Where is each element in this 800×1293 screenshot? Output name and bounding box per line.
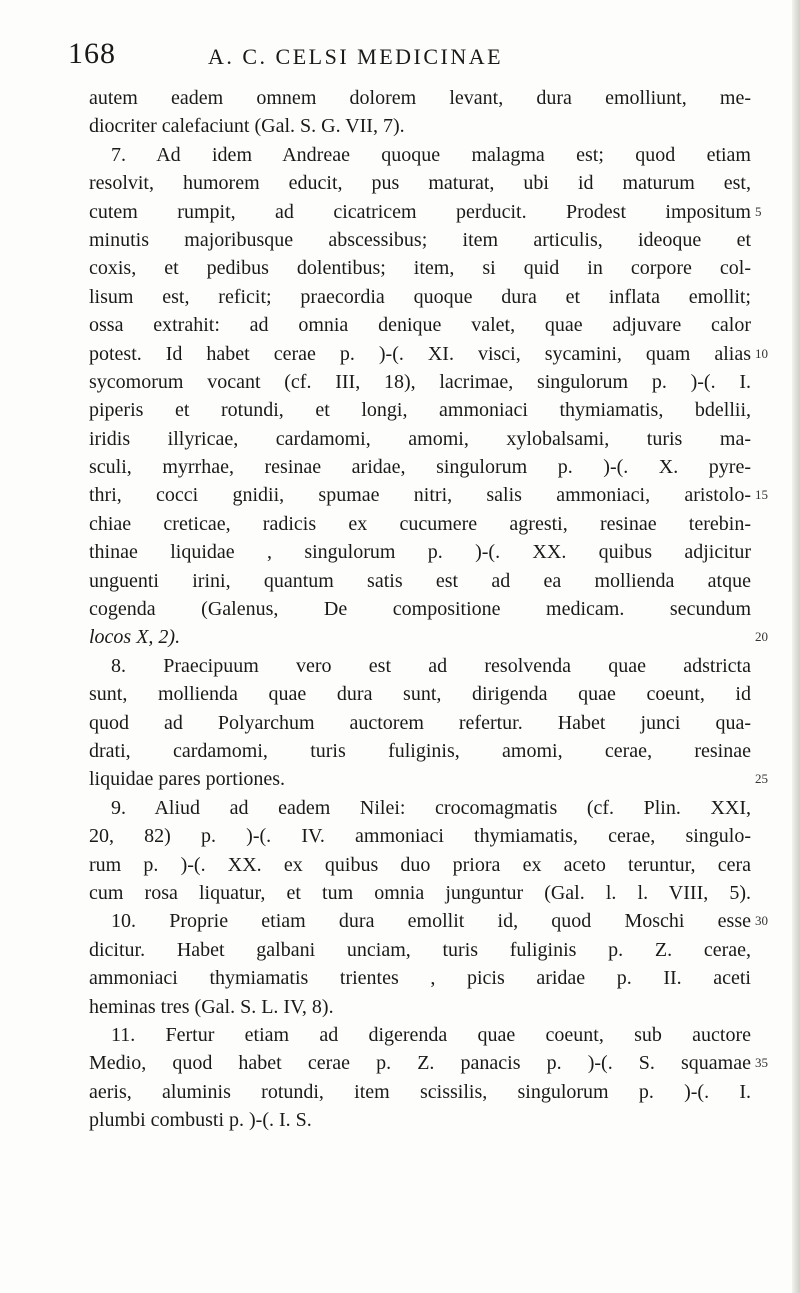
- line-text: sunt, mollienda quae dura sunt, dirigenda quae coeunt, id: [89, 683, 751, 706]
- line-text: cum rosa liquatur, et tum omnia junguntur (Gal. l. l. VIII, 5).: [89, 881, 751, 904]
- text-line: [89, 765, 768, 793]
- line-text: unguenti irini, quantum satis est ad ea mollienda atque: [89, 569, 751, 592]
- line-text: thri, cocci gnidii, spumae nitri, salis ammoniaci, aristolo-: [89, 484, 751, 507]
- text-line: [89, 652, 751, 680]
- line-text: sculi, myrrhae, resinae aridae, singulorum p. )-(. X. pyre-: [89, 456, 751, 479]
- line-text: plumbi combusti p. )-(. I. S.: [89, 1109, 312, 1132]
- line-number: 35: [755, 1055, 768, 1071]
- line-text: Medio, quod habet cerae p. Z. panacis p. )-(. S. squamae: [89, 1052, 751, 1075]
- text-line: [89, 510, 751, 538]
- line-text: heminas tres (Gal. S. L. IV, 8).: [89, 995, 334, 1018]
- text-line: [89, 283, 751, 311]
- line-text: locos X, 2).: [89, 626, 181, 649]
- text-line: [89, 680, 751, 708]
- line-text: liquidae pares portiones.: [89, 768, 286, 791]
- line-text: 11. Fertur etiam ad digerenda quae coeunt, sub auctore: [111, 1023, 751, 1046]
- line-text: autem eadem omnem dolorem levant, dura emolliunt, me-: [89, 87, 751, 109]
- text-line: [89, 851, 751, 879]
- line-text: 20, 82) p. )-(. IV. ammoniaci thymiamatis, cerae, singulo-: [89, 825, 751, 848]
- text-line: [89, 737, 751, 765]
- line-text: potest. Id habet cerae p. )-(. XI. visci, sycamini, quam alias: [89, 342, 751, 365]
- text-line: [89, 340, 768, 368]
- line-text: 7. Ad idem Andreae quoque malagma est; quod etiam: [111, 143, 751, 166]
- line-text: 10. Proprie etiam dura emollit id, quod Moschi esse: [111, 910, 751, 933]
- text-line: [89, 595, 751, 623]
- text-line: [89, 198, 762, 226]
- text-line: [89, 453, 751, 481]
- line-text: piperis et rotundi, et longi, ammoniaci thymiamatis, bdellii,: [89, 399, 751, 422]
- text-line: [89, 396, 751, 424]
- line-text: cutem rumpit, ad cicatricem perducit. Prodest impositum: [89, 200, 751, 223]
- line-text: minutis majoribusque abscessibus; item articulis, ideoque et: [89, 228, 751, 251]
- text-line: [89, 141, 751, 169]
- line-number: 20: [755, 629, 768, 645]
- line-text: rum p. )-(. XX. ex quibus duo priora ex aceto teruntur, cera: [89, 853, 751, 876]
- line-text: drati, cardamomi, turis fuliginis, amomi, cerae, resinae: [89, 739, 751, 762]
- text-line: [89, 112, 751, 140]
- page-number: 168: [68, 37, 116, 70]
- line-text: 8. Praecipuum vero est ad resolvenda quae adstricta: [111, 654, 751, 677]
- line-text: ossa extrahit: ad omnia denique valet, quae adjuvare calor: [89, 314, 751, 337]
- line-text: iridis illyricae, cardamomi, amomi, xylobalsami, turis ma-: [89, 427, 751, 450]
- line-text: diocriter calefaciunt (Gal. S. G. VII, 7).: [89, 115, 405, 138]
- text-line: [89, 822, 751, 850]
- line-text: 9. Aliud ad eadem Nilei: crocomagmatis (cf. Plin. XXI,: [111, 796, 751, 819]
- line-text: lisum est, reficit; praecordia quoque dura et inflata emollit;: [89, 285, 751, 308]
- line-number: 5: [755, 203, 762, 219]
- text-line: [89, 709, 751, 737]
- text-line: [89, 794, 751, 822]
- text-line: [89, 964, 751, 992]
- text-line: [89, 1021, 751, 1049]
- text-line: [89, 481, 768, 509]
- text-line: [89, 879, 751, 907]
- line-number: 10: [755, 345, 768, 361]
- line-text: aeris, aluminis rotundi, item scissilis, singulorum p. )-(. I.: [89, 1080, 751, 1103]
- line-text: resolvit, humorem educit, pus maturat, ubi id maturum est,: [89, 172, 751, 195]
- text-line: [89, 169, 751, 197]
- running-title: A. C. CELSI MEDICINAE: [208, 44, 504, 69]
- line-text: dicitur. Habet galbani unciam, turis fuliginis p. Z. cerae,: [89, 938, 751, 961]
- text-line: [89, 936, 751, 964]
- text-line: [89, 993, 751, 1021]
- text-line: [89, 907, 768, 935]
- text-line: [89, 538, 751, 566]
- text-line: [89, 84, 751, 112]
- line-number: 15: [755, 487, 768, 503]
- text-line: [89, 1049, 768, 1077]
- line-text: thinae liquidae , singulorum p. )-(. XX. quibus adjicitur: [89, 541, 751, 564]
- page-edge-shadow: [792, 0, 800, 1293]
- page-header: [0, 36, 800, 76]
- text-line: [89, 254, 751, 282]
- line-number: 30: [755, 913, 768, 929]
- text-line: [89, 1078, 751, 1106]
- text-line: [89, 623, 768, 651]
- line-text: quod ad Polyarchum auctorem refertur. Habet junci qua-: [89, 711, 751, 734]
- text-body: [89, 84, 787, 1134]
- line-text: cogenda (Galenus, De compositione medicam. secundum: [89, 598, 751, 621]
- text-line: [89, 425, 751, 453]
- text-line: [89, 311, 751, 339]
- text-line: [89, 368, 751, 396]
- text-line: [89, 226, 751, 254]
- line-text: sycomorum vocant (cf. III, 18), lacrimae, singulorum p. )-(. I.: [89, 370, 751, 393]
- text-line: [89, 1106, 751, 1134]
- text-line: [89, 567, 751, 595]
- line-text: chiae creticae, radicis ex cucumere agresti, resinae terebin-: [89, 512, 751, 535]
- line-number: 25: [755, 771, 768, 787]
- line-text: coxis, et pedibus dolentibus; item, si quid in corpore col-: [89, 257, 751, 280]
- line-text: ammoniaci thymiamatis trientes , picis aridae p. II. aceti: [89, 967, 751, 990]
